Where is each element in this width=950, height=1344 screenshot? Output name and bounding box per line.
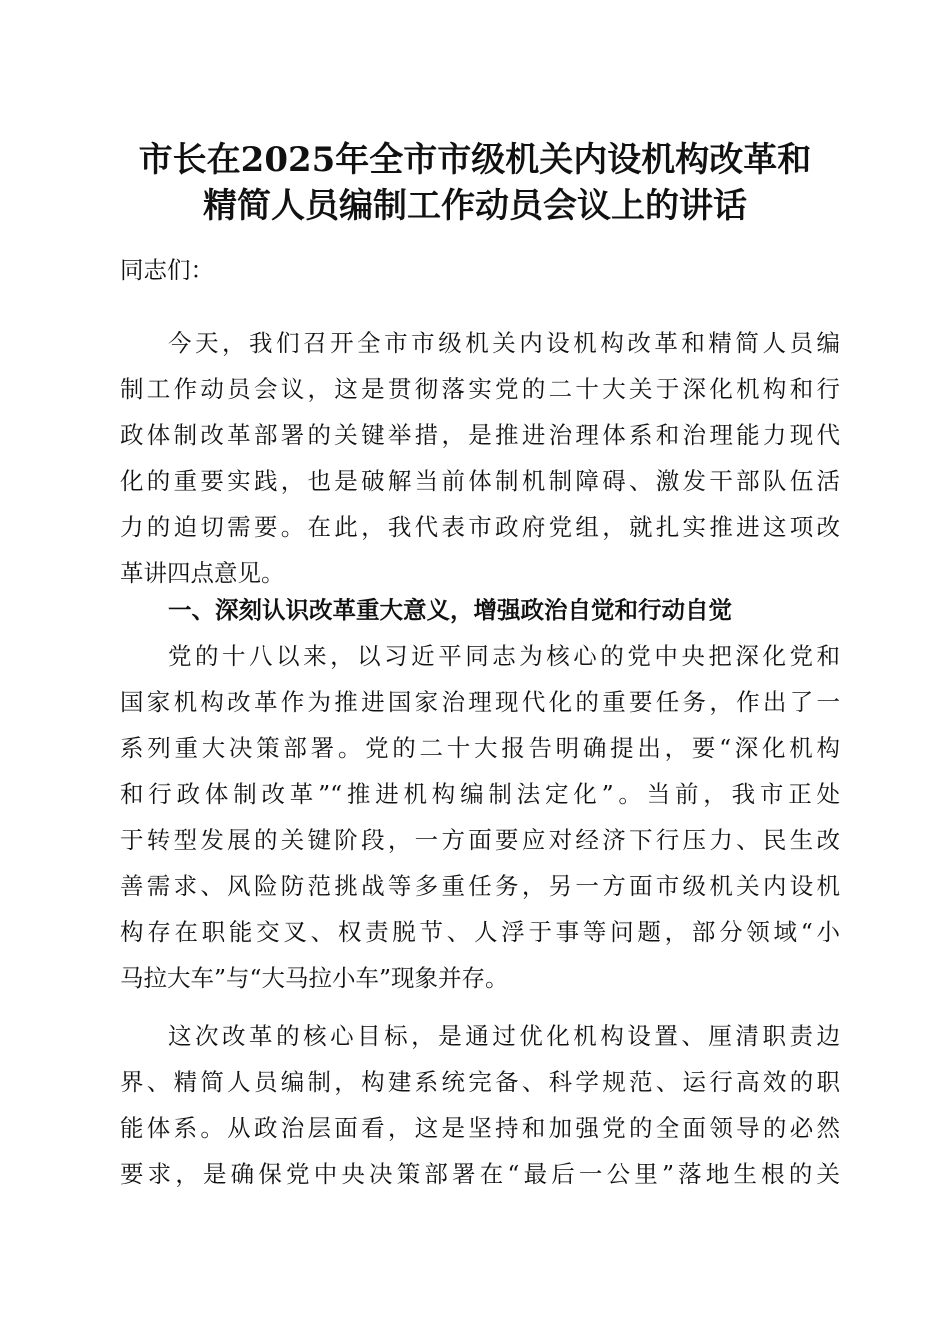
salutation: 同志们： [120,256,214,284]
paragraph-2-line: 马拉大车”与“大马拉小车”现象并存。 [120,964,509,992]
paragraph-3-line: 界、精简人员编制，构建系统完备、科学规范、运行高效的职 [120,1068,840,1096]
section-1-heading: 一、深刻认识改革重大意义，增强政治自觉和行动自觉 [168,596,732,624]
paragraph-2-line: 国家机构改革作为推进国家治理现代化的重要任务，作出了一 [120,688,840,716]
paragraph-2-line: 于转型发展的关键阶段，一方面要应对经济下行压力、民生改 [120,826,840,854]
paragraph-2-line: 系列重大决策部署。党的二十大报告明确提出，要“深化机构 [120,734,840,762]
paragraph-3-line: 能体系。从政治层面看，这是坚持和加强党的全面领导的必然 [120,1114,840,1142]
paragraph-3-line: 要求，是确保党中央决策部署在“最后一公里”落地生根的关 [120,1160,840,1188]
paragraph-1-line: 今天，我们召开全市市级机关内设机构改革和精简人员编 [168,329,840,357]
paragraph-3-line: 这次改革的核心目标，是通过优化机构设置、厘清职责边 [168,1022,840,1050]
paragraph-2-line: 构存在职能交叉、权责脱节、人浮于事等问题，部分领域“小 [120,918,840,946]
paragraph-2-line: 善需求、风险防范挑战等多重任务，另一方面市级机关内设机 [120,872,840,900]
paragraph-2-line: 和行政体制改革”“推进机构编制法定化”。当前，我市正处 [120,780,840,808]
paragraph-1-line: 政体制改革部署的关键举措，是推进治理体系和治理能力现代 [120,421,840,449]
document-title-line-2: 精简人员编制工作动员会议上的讲话 [203,186,747,226]
paragraph-1-line: 化的重要实践，也是破解当前体制机制障碍、激发干部队伍活 [120,467,840,495]
document-title-line-1: 市长在2025年全市市级机关内设机构改革和 [138,140,812,180]
paragraph-2-line: 党的十八以来，以习近平同志为核心的党中央把深化党和 [168,642,840,670]
paragraph-1-line: 革讲四点意见。 [120,559,285,587]
paragraph-1-line: 力的迫切需要。在此，我代表市政府党组，就扎实推进这项改 [120,513,840,541]
paragraph-1-line: 制工作动员会议，这是贯彻落实党的二十大关于深化机构和行 [120,375,840,403]
